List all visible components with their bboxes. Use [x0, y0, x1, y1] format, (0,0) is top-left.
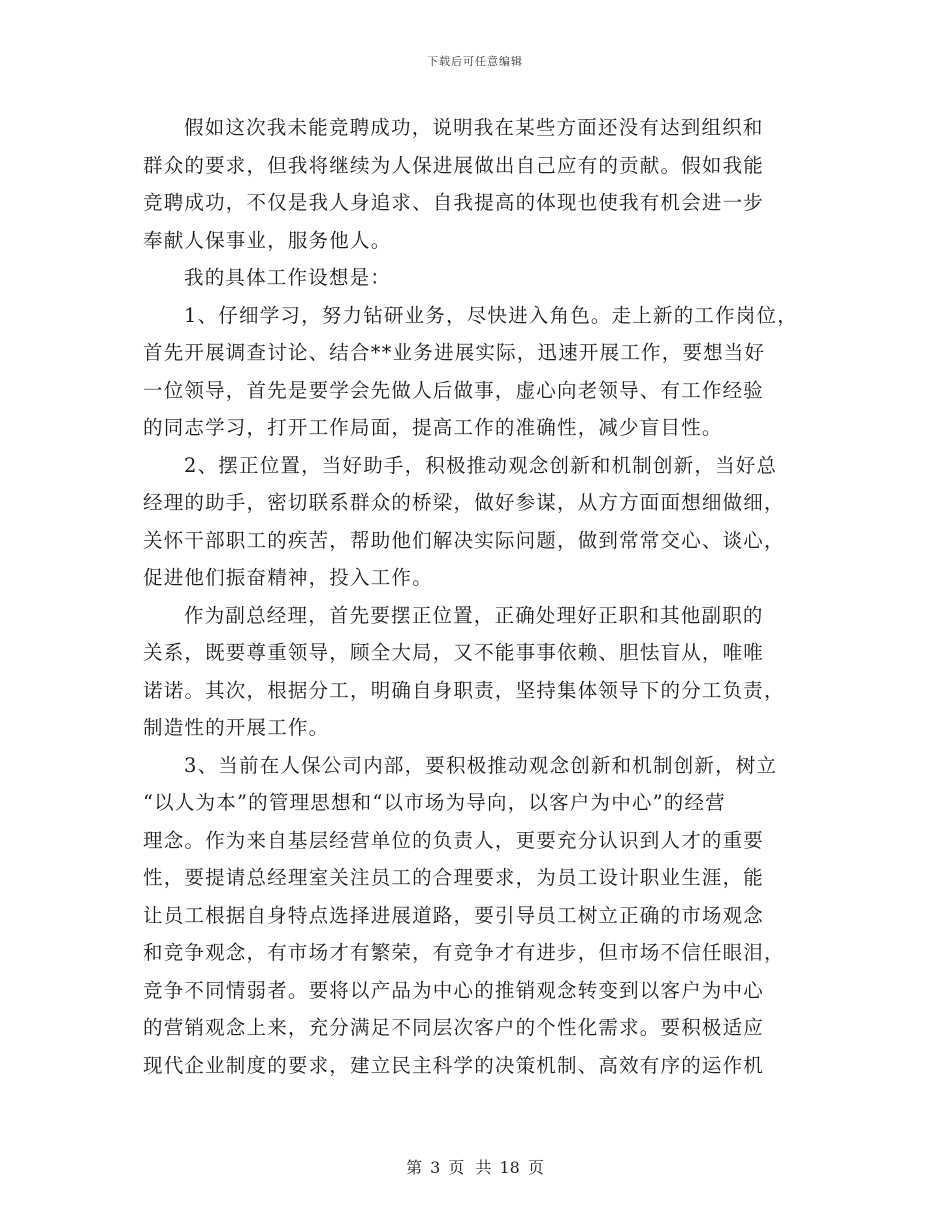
- text-line: 的同志学习，打开工作局面，提高工作的准确性，减少盲目性。: [143, 416, 723, 439]
- text-line: 假如这次我未能竞聘成功，说明我在某些方面还没有达到组织和: [184, 116, 764, 139]
- text-line: 1、仔细学习，努力钻研业务，尽快进入角色。走上新的工作岗位，: [184, 303, 798, 327]
- text-line: 2、摆正位置，当好助手，积极推动观念创新和机制创新，当好总: [184, 453, 778, 477]
- text-line: 竞争不同情弱者。要将以产品为中心的推销观念转变到以客户为中心: [143, 978, 765, 1002]
- footer-prefix: 第: [406, 1158, 423, 1177]
- text-line: 促进他们振奋精神，投入工作。: [143, 566, 433, 589]
- text-line: 3、当前在人保公司内部，要积极推动观念创新和机制创新，树立: [184, 753, 778, 777]
- text-line: 现代企业制度的要求，建立民主科学的决策机制、高效有序的运作机: [143, 1053, 765, 1077]
- text-line: 性，要提请总经理室关注员工的合理要求，为员工设计职业生涯，能: [143, 866, 765, 889]
- text-line: 竞聘成功，不仅是我人身追求、自我提高的体现也使我有机会进一步: [143, 191, 765, 214]
- footer-current-page: 3: [430, 1158, 441, 1177]
- text-line: 和竞争观念，有市场才有繁荣，有竞争才有进步，但市场不信任眼泪，: [143, 941, 785, 964]
- body-text: [143, 109, 818, 1084]
- text-line: 的营销观念上来，充分满足不同层次客户的个性化需求。要积极适应: [143, 1016, 765, 1039]
- text-line: 作为副总经理，首先要摆正位置，正确处理好正职和其他副职的: [184, 603, 764, 627]
- text-line: 奉献人保事业，服务他人。: [143, 228, 392, 252]
- text-line: 理念。作为来自基层经营单位的负责人，更要充分认识到人才的重要: [143, 828, 765, 852]
- page-footer: [0, 1155, 950, 1178]
- footer-total-pages: 18: [499, 1158, 520, 1177]
- text-line: 关怀干部职工的疾苦，帮助他们解决实际问题，做到常常交心、谈心，: [143, 528, 785, 552]
- footer-middle: 页 共: [448, 1158, 492, 1177]
- text-line: 经理的助手，密切联系群众的桥梁，做好参谋，从方方面面想细做细，: [143, 491, 785, 514]
- text-line: 一位领导，首先是要学会先做人后做事，虚心向老领导、有工作经验: [143, 378, 765, 402]
- text-line: 制造性的开展工作。: [143, 716, 330, 739]
- text-line: 诺诺。其次，根据分工，明确自身职责，坚持集体领导下的分工负责，: [143, 678, 785, 702]
- text-line: 我的具体工作设想是：: [184, 266, 392, 289]
- text-line: 群众的要求，但我将继续为人保进展做出自己应有的贡献。假如我能: [143, 153, 765, 177]
- header-note: 下载后可任意编辑: [427, 55, 523, 68]
- text-line: “以人为本”的管理思想和“以市场为导向，以客户为中心”的经营: [143, 791, 726, 814]
- footer-suffix: 页: [527, 1158, 544, 1177]
- text-line: 首先开展调查讨论、结合**业务进展实际，迅速开展工作，要想当好: [143, 341, 766, 364]
- text-line: 关系，既要尊重领导，顾全大局，又不能事事依赖、胆怯盲从，唯唯: [143, 641, 765, 664]
- text-line: 让员工根据自身特点选择进展道路，要引导员工树立正确的市场观念: [143, 903, 765, 927]
